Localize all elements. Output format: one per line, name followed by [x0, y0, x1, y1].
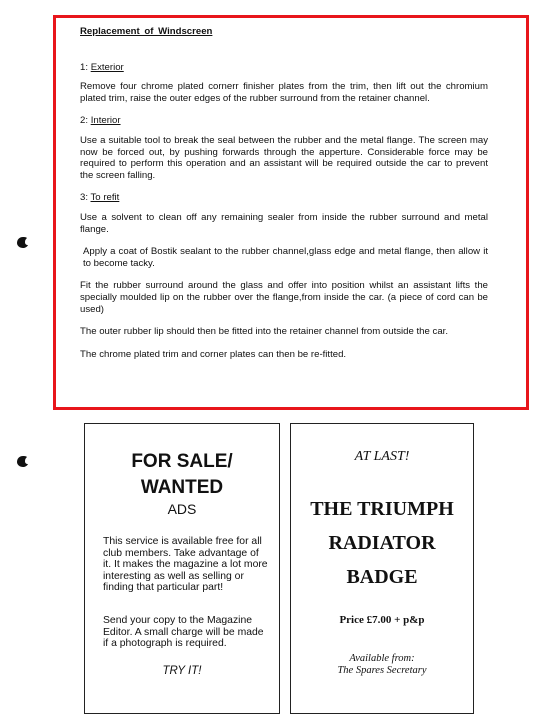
ad-kicker: AT LAST!: [354, 449, 410, 464]
section-heading-refit: [80, 192, 488, 204]
paragraph: The chrome plated trim and corner plates can then be re-fitted.: [80, 348, 347, 360]
ad-heading-line: RADIATOR: [328, 532, 436, 554]
section-title: Exterior: [90, 61, 124, 73]
ad-price: Price £7.00 + p&p: [339, 614, 425, 626]
ad-heading-line: FOR SALE/: [131, 451, 233, 472]
ad-subheading: ADS: [167, 501, 197, 517]
section-number: 3:: [80, 192, 89, 204]
section-heading-interior: [80, 115, 488, 127]
paragraph: Use a solvent to clean off any remaining sealer from inside the rubber surround and metal flange.: [80, 211, 488, 235]
section-number: 1:: [80, 61, 89, 73]
paragraph: Apply a coat of Bostik sealant to the rubber channel,glass edge and metal flange, then allow it to become tacky.: [83, 246, 488, 269]
ad-heading: [85, 449, 279, 501]
section-title: To refit: [90, 192, 120, 204]
for-sale-ad: [84, 423, 280, 714]
availability-line: Available from:: [349, 653, 415, 664]
punch-hole-mark-top: [16, 236, 29, 249]
article-title: Replacement of Windscreen: [80, 26, 213, 37]
paragraph: Remove four chrome plated cornerr finisher plates from the trim, then lift out the chromium plated trim, raise the outer edges of the rubber surround from the retainer channel.: [80, 81, 488, 104]
section-title: Interior: [90, 115, 121, 127]
ad-heading-line: WANTED: [140, 477, 224, 498]
punch-hole-mark-bottom: [16, 455, 29, 468]
ad-body-paragraph: Send your copy to the Magazine Editor. A small charge will be made if a photograph is required.: [103, 615, 264, 650]
windscreen-article: [80, 26, 488, 371]
section-number: 2:: [80, 115, 89, 127]
ad-heading-line: THE TRIUMPH: [310, 498, 454, 520]
paragraph: The outer rubber lip should then be fitted into the retainer channel from outside the car.: [80, 326, 448, 338]
availability-line: The Spares Secretary: [337, 665, 427, 676]
radiator-badge-ad: [290, 423, 474, 714]
paragraph: Fit the rubber surround around the glass and offer into position whilst an assistant lifts the specially moulded lip on the rubber over the flange,from inside the car. (a piece of cord can be used): [80, 280, 488, 315]
section-heading-exterior: [80, 62, 488, 74]
ad-availability: [291, 653, 473, 677]
paragraph: Use a suitable tool to break the seal between the rubber and the metal flange. The screen may now be forced out, by pushing forwards through the apperture. Considerable force may be required to perform this operation and an assistant will be required outside the car to prevent the screen falling.: [80, 134, 488, 181]
ad-call-to-action: TRY IT!: [162, 665, 202, 677]
ad-heading: [291, 492, 473, 594]
ad-body-paragraph: This service is available free for all club members. Take advantage of it. It makes the magazine a lot more interesting as well as selling or finding that particular part!: [103, 536, 268, 594]
ad-heading-line: BADGE: [346, 566, 418, 588]
